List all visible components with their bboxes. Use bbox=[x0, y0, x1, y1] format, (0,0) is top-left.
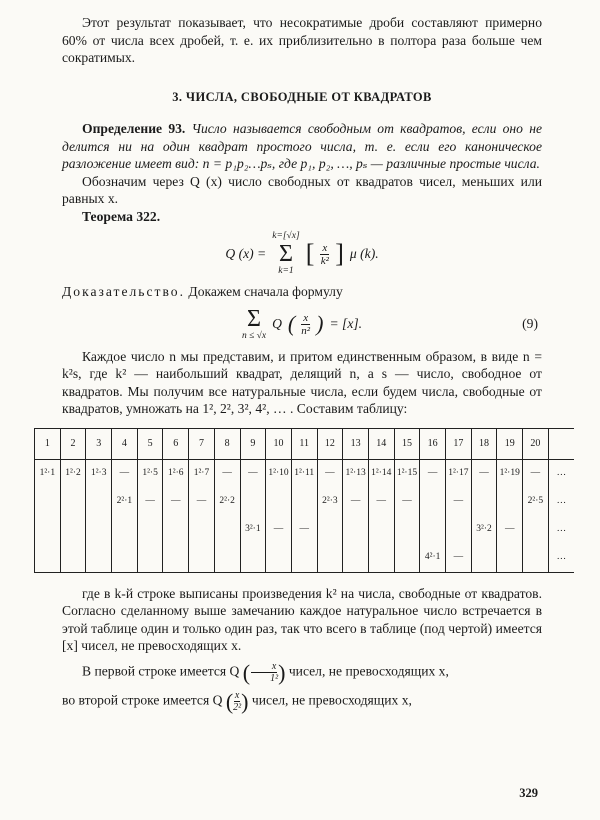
table-cell bbox=[471, 488, 497, 516]
table-cell bbox=[497, 544, 523, 573]
table-cell: — bbox=[291, 516, 317, 544]
table-cell: … bbox=[548, 516, 574, 544]
first-frac-num: x bbox=[251, 661, 277, 673]
table-cell bbox=[266, 544, 292, 573]
first-row-before: В первой строке имеется Q bbox=[82, 663, 240, 679]
fraction-denominator: k² bbox=[320, 254, 329, 267]
table-row bbox=[35, 544, 575, 573]
table-cell bbox=[163, 516, 189, 544]
table-cell: — bbox=[266, 516, 292, 544]
section-heading: 3. ЧИСЛА, СВОБОДНЫЕ ОТ КВАДРАТОВ bbox=[172, 89, 432, 104]
table-cell: 3²·1 bbox=[240, 516, 266, 544]
table-header-cell: 13 bbox=[343, 428, 369, 459]
table-row bbox=[35, 516, 575, 544]
theorem-label-text: Теорема 322. bbox=[82, 208, 161, 224]
table-header-cell: 16 bbox=[420, 428, 446, 459]
proof-label: Доказательство. bbox=[62, 284, 186, 299]
table-header-cell: 3 bbox=[86, 428, 112, 459]
first-right-paren: ) bbox=[278, 659, 286, 685]
equation-9 bbox=[62, 307, 542, 342]
table-cell bbox=[112, 544, 138, 573]
table-header-cell: 7 bbox=[189, 428, 215, 459]
table-cell: 2²·1 bbox=[112, 488, 138, 516]
bracket-fraction bbox=[320, 242, 329, 267]
table-cell: — bbox=[394, 488, 420, 516]
table-cell: … bbox=[548, 544, 574, 573]
table-cell bbox=[60, 488, 86, 516]
table-cell: — bbox=[240, 459, 266, 488]
table-cell bbox=[35, 516, 61, 544]
table-cell bbox=[137, 516, 163, 544]
equation-number: (9) bbox=[522, 315, 538, 331]
table-cell bbox=[497, 488, 523, 516]
sum-lower-limit-2: n ≤ √x bbox=[241, 330, 267, 341]
table-cell: 1²·10 bbox=[266, 459, 292, 488]
table-cell: — bbox=[523, 459, 549, 488]
table-header-cell: 1 bbox=[35, 428, 61, 459]
table-cell bbox=[60, 544, 86, 573]
table-cell: 1²·7 bbox=[189, 459, 215, 488]
table-cell bbox=[240, 488, 266, 516]
sum-upper-limit: k=[√x] bbox=[272, 231, 300, 241]
first-left-paren: ( bbox=[242, 659, 251, 685]
table-cell: — bbox=[471, 459, 497, 488]
table-cell bbox=[343, 516, 369, 544]
table-cell bbox=[35, 488, 61, 516]
formula-rhs: μ (k). bbox=[349, 246, 379, 262]
q-symbol: Q bbox=[272, 316, 282, 332]
table-cell bbox=[214, 544, 240, 573]
second-right-paren: ) bbox=[241, 688, 249, 714]
theorem-label bbox=[62, 208, 542, 226]
right-paren: ) bbox=[316, 311, 324, 337]
table-cell bbox=[420, 516, 446, 544]
table-cell bbox=[163, 544, 189, 573]
right-bracket: ] bbox=[335, 239, 344, 268]
table-cell: 1²·5 bbox=[137, 459, 163, 488]
table-cell bbox=[317, 544, 343, 573]
table-header-cell: 17 bbox=[446, 428, 472, 459]
table-header-cell bbox=[548, 428, 574, 459]
table-cell bbox=[471, 544, 497, 573]
table-cell: — bbox=[343, 488, 369, 516]
table-cell: 2²·2 bbox=[214, 488, 240, 516]
table-cell: 1²·11 bbox=[291, 459, 317, 488]
first-frac-den: 1² bbox=[270, 672, 279, 684]
eq9-numerator: x bbox=[303, 311, 309, 324]
definition-block bbox=[62, 120, 542, 173]
table-cell: — bbox=[317, 459, 343, 488]
table-cell bbox=[317, 516, 343, 544]
table-cell: 1²·1 bbox=[35, 459, 61, 488]
table-cell bbox=[368, 516, 394, 544]
table-cell: 1²·19 bbox=[497, 459, 523, 488]
table-cell bbox=[112, 516, 138, 544]
table-header-cell: 20 bbox=[523, 428, 549, 459]
first-row-fraction bbox=[250, 661, 278, 684]
table-cell: 1²·15 bbox=[394, 459, 420, 488]
second-row-line bbox=[62, 690, 542, 713]
table-cell bbox=[394, 544, 420, 573]
table-cell bbox=[189, 516, 215, 544]
fraction-numerator: x bbox=[322, 241, 328, 254]
table-header-cell: 8 bbox=[214, 428, 240, 459]
numbers-table bbox=[34, 428, 574, 573]
sigma-symbol-2: Σ bbox=[247, 305, 261, 332]
table-cell bbox=[35, 544, 61, 573]
first-row-line bbox=[62, 661, 542, 684]
second-row-before: во второй строке имеется Q bbox=[62, 692, 223, 708]
table-cell bbox=[240, 544, 266, 573]
table-header-cell: 10 bbox=[266, 428, 292, 459]
table-header-cell: 4 bbox=[112, 428, 138, 459]
second-frac-num: x bbox=[234, 689, 240, 701]
table-cell: — bbox=[368, 488, 394, 516]
table-cell bbox=[446, 516, 472, 544]
table-row bbox=[35, 488, 575, 516]
eq9-fraction bbox=[301, 312, 310, 337]
table-cell: 1²·2 bbox=[60, 459, 86, 488]
table-cell bbox=[368, 544, 394, 573]
table-cell bbox=[291, 544, 317, 573]
theorem-formula bbox=[62, 231, 542, 277]
table-header-cell: 12 bbox=[317, 428, 343, 459]
second-left-paren: ( bbox=[225, 688, 234, 714]
table-cell bbox=[214, 516, 240, 544]
table-header-cell: 18 bbox=[471, 428, 497, 459]
table-header-row bbox=[35, 428, 575, 459]
equation-9-row bbox=[62, 307, 542, 342]
table-cell: … bbox=[548, 459, 574, 488]
table-cell bbox=[86, 544, 112, 573]
table-cell bbox=[137, 544, 163, 573]
table-cell: 1²·13 bbox=[343, 459, 369, 488]
table-cell bbox=[86, 488, 112, 516]
table-header-cell: 5 bbox=[137, 428, 163, 459]
after-table-paragraph: где в k-й строке выписаны произведения k² на числа, свободные от квадратов. Согласно сделанному выше замечанию каждое натуральное число встречается в этой таблице один и только один раз, так что всего в таблице (под чертой) имеется [x] чисел, не превосходящих x. bbox=[62, 585, 542, 653]
represent-paragraph: Каждое число n мы представим, и притом единственным образом, в виде n = k²s, где k² — наибольший квадрат, делящий n, а s — число, свободное от квадратов. Мы получим все натуральные числа, если будем числа, свободные от квадратов, умножать на 1², 2², 3², 4², … . Составим таблицу: bbox=[62, 348, 542, 416]
table-cell: 1²·14 bbox=[368, 459, 394, 488]
table-cell: 2²·5 bbox=[523, 488, 549, 516]
sum-operator-2 bbox=[242, 307, 266, 342]
table-cell bbox=[523, 516, 549, 544]
proof-line bbox=[62, 283, 542, 301]
intro-paragraph: Этот результат показывает, что несократимые дроби составляют примерно 60% от числа всех дробей, т. е. их приблизительно в полтора раза больше чем сократимых. bbox=[62, 15, 542, 65]
table-header-cell: 6 bbox=[163, 428, 189, 459]
table-header-cell: 2 bbox=[60, 428, 86, 459]
sum-lower-limit: k=1 bbox=[278, 266, 294, 276]
definition-text: Число называется свободным от квадратов, если оно не делится ни на один квадрат простого числа, т. е. если его каноническое разложение имеет вид: n = p₁p₂…pₛ, где p₁, p₂, …, pₛ — различные простые числа. bbox=[62, 121, 542, 171]
table-cell: 3²·2 bbox=[471, 516, 497, 544]
table-header-cell: 11 bbox=[291, 428, 317, 459]
table-cell bbox=[266, 488, 292, 516]
second-frac-den: 2² bbox=[233, 701, 242, 713]
eq9-rhs: = [x]. bbox=[329, 316, 363, 332]
page-body bbox=[39, 14, 567, 714]
sigma-symbol: Σ bbox=[278, 241, 293, 267]
table-cell: — bbox=[189, 488, 215, 516]
table-cell bbox=[291, 488, 317, 516]
table-cell bbox=[523, 544, 549, 573]
table-cell: 1²·17 bbox=[446, 459, 472, 488]
second-row-fraction bbox=[233, 690, 241, 713]
table-cell: — bbox=[112, 459, 138, 488]
table-header-cell: 19 bbox=[497, 428, 523, 459]
table-cell bbox=[394, 516, 420, 544]
table-cell bbox=[86, 516, 112, 544]
table-cell: — bbox=[214, 459, 240, 488]
table-cell: — bbox=[420, 459, 446, 488]
table-cell: 2²·3 bbox=[317, 488, 343, 516]
table-cell bbox=[60, 516, 86, 544]
table-header-cell: 14 bbox=[368, 428, 394, 459]
table-cell: — bbox=[497, 516, 523, 544]
table-cell: — bbox=[163, 488, 189, 516]
table-header-cell: 15 bbox=[394, 428, 420, 459]
left-paren: ( bbox=[287, 311, 296, 337]
table-cell bbox=[189, 544, 215, 573]
proof-text: Докажем сначала формулу bbox=[188, 284, 343, 299]
table-row bbox=[35, 459, 575, 488]
formula-lhs: Q (x) = bbox=[225, 246, 267, 262]
eq9-denominator: n² bbox=[301, 324, 311, 337]
table-cell: — bbox=[446, 544, 472, 573]
page-number: 329 bbox=[519, 786, 538, 800]
definition-label: Определение 93. bbox=[82, 121, 186, 136]
table-cell: 4²·1 bbox=[420, 544, 446, 573]
first-row-after: чисел, не превосходящих x, bbox=[288, 663, 449, 679]
notation-paragraph: Обозначим через Q (x) число свободных от квадратов чисел, меньших или равных x. bbox=[62, 173, 542, 206]
sum-operator bbox=[272, 231, 299, 277]
second-row-after: чисел, не превосходящих x, bbox=[251, 692, 412, 708]
table-cell: 1²·3 bbox=[86, 459, 112, 488]
table-cell bbox=[343, 544, 369, 573]
table-cell: 1²·6 bbox=[163, 459, 189, 488]
table-cell: … bbox=[548, 488, 574, 516]
table-cell bbox=[420, 488, 446, 516]
left-bracket: [ bbox=[305, 239, 315, 268]
table-cell: — bbox=[446, 488, 472, 516]
table-cell: — bbox=[137, 488, 163, 516]
table-header-cell: 9 bbox=[240, 428, 266, 459]
